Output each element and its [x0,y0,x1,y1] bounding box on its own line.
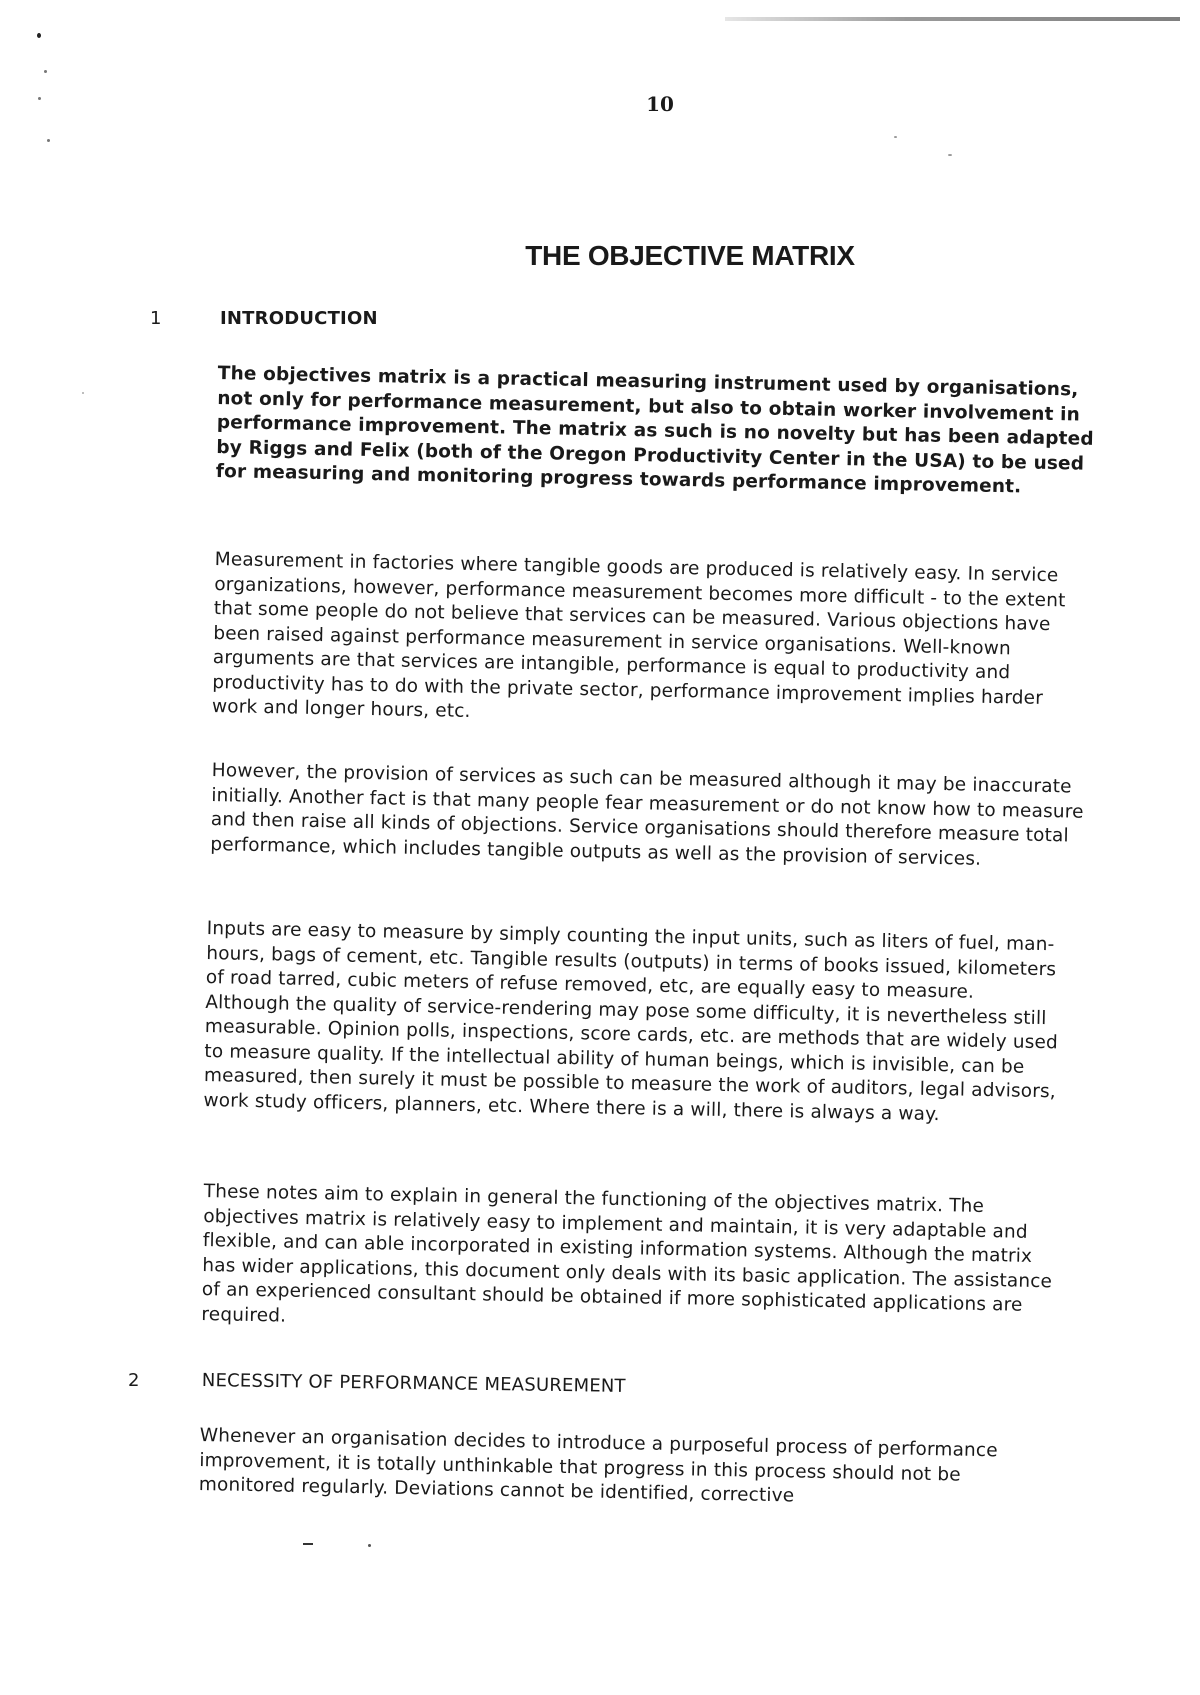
section-number: 2 [128,1370,140,1391]
scan-speck [47,139,50,142]
paragraph: Inputs are easy to measure by simply counting the input units, such as liters of fuel, man-hours, bags of cement, etc. Tangible results (outputs) in terms of books issued, kilometers of road tarred, cubic meters of refuse removed, etc, are equally easy to measure. Although the quality of service-rendering may pose some difficulty, it is nevertheless still measurable. Opinion polls, inspections, score cards, etc. are methods that are widely used to measure quality. If the intellectual ability of human beings, which is invisible, can be measured, then surely it must be possible to measure the work of auditors, legal advisors, work study officers, planners, etc. Where there is a will, there is always a way. [203,917,1059,1125]
document-title: THE OBJECTIVE MATRIX [525,240,855,271]
scan-speck [303,1543,313,1545]
scan-speck [948,154,952,156]
scan-speck [37,33,41,38]
scan-speck [894,136,897,138]
section-heading: INTRODUCTION [220,308,378,329]
scan-speck [44,70,47,73]
scan-speck [82,392,84,394]
paragraph: Measurement in factories where tangible goods are produced is relatively easy. In service organizations, however, performance measurement becomes more difficult - to the extent that some people do not believe that services can be measured. Various objections have been raised against performance measurement in service organisations. Well-known arguments are that services are intangible, performance is equal to productivity and productivity has to do with the private sector, performance improvement implies harder work and longer hours, etc. [211,548,1066,722]
page-number: 10 [646,92,674,116]
paragraph: These notes aim to explain in general the functioning of the objectives matrix. The objectives matrix is relatively easy to implement and maintain, it is very adaptable and flexible, and can able incorporated in existing information systems. Although the matrix has wider applications, this document only deals with its basic application. The assistance of an experienced consultant should be obtained if more sophisticated applications are required. [201,1180,1053,1327]
scan-edge-shadow [725,17,1180,21]
scan-speck [368,1544,371,1547]
section-number: 1 [150,308,162,329]
paragraph: The objectives matrix is a practical measuring instrument used by organisations, not only for performance measurement, but also to obtain worker involvement in performance improvement. The matrix as such is no novelty but has been adapted by Riggs and Felix (both of the Oregon Productivity Center in the USA) to be used for measuring and monitoring progress towards performance improvement. [215,362,1094,498]
section-heading: NECESSITY OF PERFORMANCE MEASUREMENT [201,1370,626,1397]
paragraph: Whenever an organisation decides to introduce a purposeful process of performance improvement, it is totally unthinkable that progress in this process should not be monitored regularly. Deviations cannot be identified, corrective [198,1424,998,1507]
paragraph: However, the provision of services as such can be measured although it may be inaccurate initially. Another fact is that many people fear measurement or do not know how to measure and then raise all kinds of objections. Service organisations should therefore measure total performance, which includes tangible outputs as well as the provision of services. [210,759,1084,870]
